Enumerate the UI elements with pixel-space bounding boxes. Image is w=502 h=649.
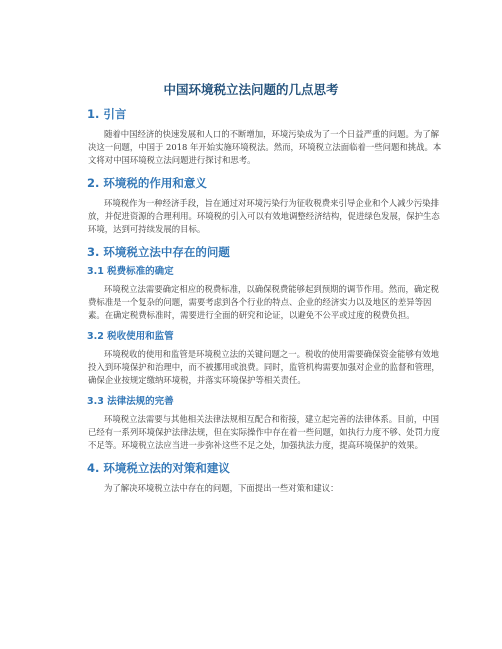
subsection-heading: 3.3 法律法规的完善: [87, 396, 174, 407]
subsection-legal-framework: [88, 396, 442, 452]
document-title: 中国环境税立法问题的几点思考: [163, 82, 339, 97]
document-body: [88, 107, 442, 504]
subsection-paragraph: 环境税立法需要与其他相关法律法规相互配合和衔接，建立起完善的法律体系。目前，中国已经有一系列环境保护法律法规，但在实际操作中存在着一些问题，如执行力度不够、处罚力度不足等。环境税立法应当进一步弥补这些不足之处，加强执法力度，提高环境保护的效果。: [88, 414, 440, 450]
section-introduction: [88, 107, 442, 167]
section-heading: 2. 环境税的作用和意义: [87, 176, 207, 190]
section-paragraph: 环境税作为一种经济手段，旨在通过对环境污染行为征收税费来引导企业和个人减少污染排放，并促进资源的合理利用。环境税的引入可以有效地调整经济结构，促进绿色发展，保护生态环境，达到可持续发展的目标。: [88, 198, 440, 234]
section-paragraph: 随着中国经济的快速发展和人口的不断增加，环境污染成为了一个日益严重的问题。为了解决这一问题，中国于 2018 年开始实施环境税法。然而，环境税立法面临着一些问题和挑战。本文将对中国环境税立法问题进行探讨和思考。: [88, 129, 442, 165]
section-heading: 4. 环境税立法的对策和建议: [87, 461, 230, 475]
subsection-tax-standard: [88, 266, 442, 322]
subsection-paragraph: 环境税立法需要确定相应的税费标准，以确保税费能够起到预期的调节作用。然而，确定税费标准是一个复杂的问题，需要考虑到各个行业的特点、企业的经济实力以及地区的差异等因素。在确定税费标准时，需要进行全面的研究和论证，以避免不公平或过度的税费负担。: [88, 284, 439, 320]
section-role-of-tax: [88, 176, 442, 236]
subsection-tax-use: [88, 331, 442, 387]
section-heading: 3. 环境税立法中存在的问题: [87, 245, 230, 259]
subsection-heading: 3.1 税费标准的确定: [87, 266, 174, 277]
subsection-paragraph: 环境税收的使用和监管是环境税立法的关键问题之一。税收的使用需要确保资金能够有效地投入到环境保护和治理中，而不被挪用或浪费。同时，监管机构需要加强对企业的监督和管理，确保企业按规定缴纳环境税，并落实环境保护等相关责任。: [88, 349, 440, 385]
section-paragraph: 为了解决环境税立法中存在的问题，下面提出一些对策和建议：: [104, 483, 339, 493]
section-recommendations: [88, 461, 442, 495]
subsection-heading: 3.2 税收使用和监管: [87, 331, 174, 342]
section-problems: [88, 245, 442, 452]
section-heading: 1. 引言: [87, 107, 127, 121]
